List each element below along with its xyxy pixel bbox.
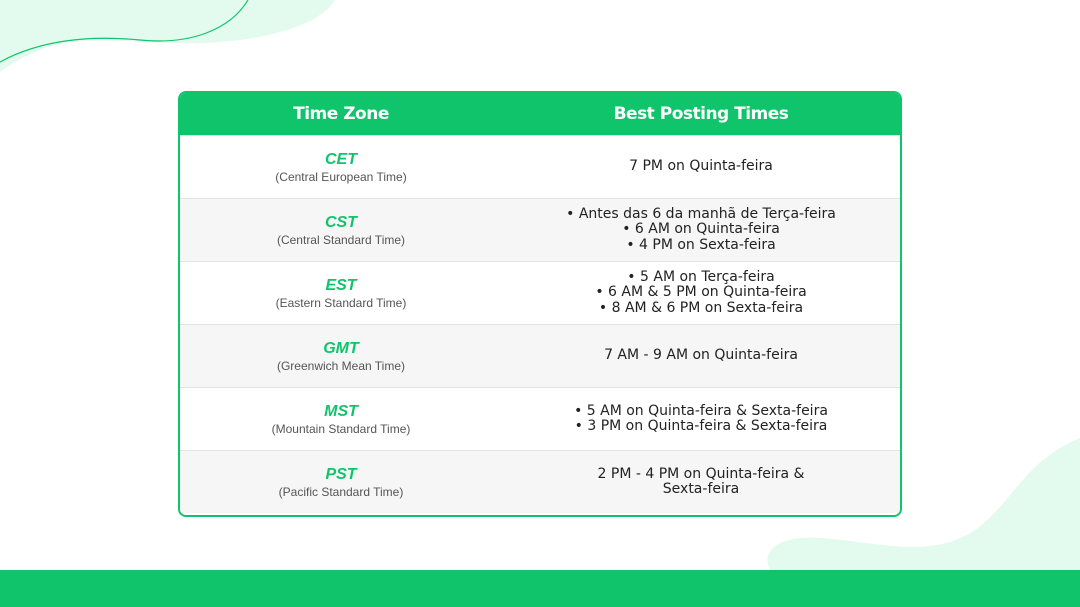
posting-time: • 3 PM on Quinta-feira & Sexta-feira	[574, 418, 828, 434]
time-zone-name: (Eastern Standard Time)	[275, 295, 407, 310]
bottom-accent-bar	[0, 570, 1080, 607]
table-row	[180, 450, 900, 513]
table-row	[180, 324, 900, 387]
time-zone-cell	[180, 325, 502, 387]
header-best-posting-times: Best Posting Times	[613, 104, 789, 124]
posting-time: 7 PM on Quinta-feira	[629, 158, 773, 175]
posting-times-table	[178, 91, 902, 517]
posting-time: • 6 AM & 5 PM on Quinta-feira	[595, 284, 807, 301]
posting-time: • Antes das 6 da manhã de Terça-feira	[566, 205, 836, 222]
posting-time: • 4 PM on Sexta-feira	[626, 236, 776, 253]
posting-times-cell	[502, 262, 900, 324]
posting-times-cell	[502, 388, 900, 450]
decorative-blob-top-left	[0, 0, 340, 80]
time-zone-cell	[180, 262, 502, 324]
time-zone-cell	[180, 199, 502, 261]
posting-time: • 8 AM & 6 PM on Sexta-feira	[598, 299, 804, 316]
posting-times-cell	[502, 199, 900, 261]
posting-time: 2 PM - 4 PM on Quinta-feira &	[597, 465, 805, 482]
posting-time: • 5 AM on Quinta-feira & Sexta-feira	[574, 402, 828, 419]
time-zone-cell	[180, 136, 502, 198]
posting-time: 7 AM - 9 AM on Quinta-feira	[604, 347, 798, 364]
table-row	[180, 387, 900, 450]
time-zone-abbr: PST	[325, 465, 357, 483]
posting-time: Sexta-feira	[662, 481, 740, 497]
time-zone-abbr: CET	[325, 150, 357, 168]
time-zone-abbr: EST	[325, 276, 357, 294]
table-row	[180, 135, 900, 198]
table-row	[180, 261, 900, 324]
time-zone-name: (Pacific Standard Time)	[278, 484, 404, 499]
time-zone-name: (Central European Time)	[275, 169, 407, 184]
posting-times-cell	[502, 451, 900, 513]
posting-times-cell	[502, 325, 900, 387]
time-zone-name: (Greenwich Mean Time)	[276, 358, 406, 373]
header-time-zone: Time Zone	[293, 104, 389, 124]
table-header	[180, 93, 900, 135]
time-zone-name: (Mountain Standard Time)	[271, 421, 411, 436]
table-row	[180, 198, 900, 261]
time-zone-cell	[180, 388, 502, 450]
posting-time: • 5 AM on Terça-feira	[627, 268, 775, 285]
posting-time: • 6 AM on Quinta-feira	[622, 221, 780, 238]
time-zone-abbr: MST	[324, 402, 358, 420]
time-zone-abbr: GMT	[323, 339, 359, 357]
time-zone-cell	[180, 451, 502, 513]
time-zone-abbr: CST	[325, 213, 357, 231]
time-zone-name: (Central Standard Time)	[276, 232, 406, 247]
posting-times-cell	[502, 136, 900, 198]
